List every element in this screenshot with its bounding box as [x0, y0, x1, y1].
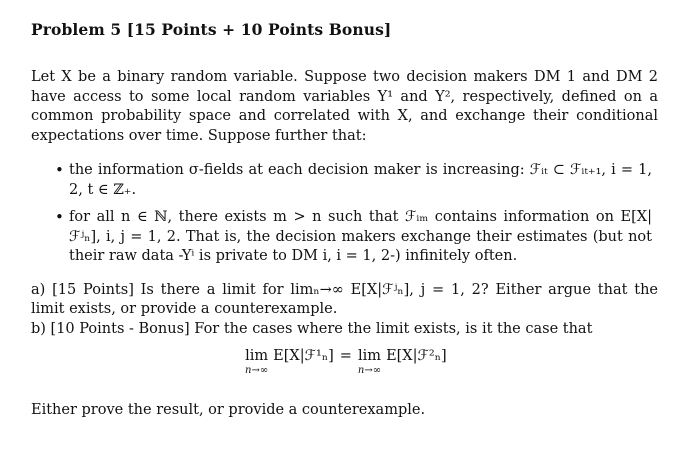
assumption-list — [31, 161, 658, 267]
problem-intro: Let X be a binary random variable. Suppose two decision makers DM 1 and DM 2 have access to some local random variables Y¹ and Y², respectively, defined on a common probability space and correlated with X, and exchange their conditional expectations over time. Suppose further that: — [31, 69, 658, 144]
equals-sign: = — [339, 348, 352, 364]
assumption-item-increasing-fields: • the information σ-fields at each decision maker is increasing: ℱᵢₜ ⊂ ℱᵢₜ₊₁, i = 1, 2, t ∈ ℤ₊. — [31, 161, 658, 200]
lim-subscript-right: n→∞ — [357, 365, 382, 376]
assumption-item-exchange-estimates: • for all n ∈ ℕ, there exists m > n such that ℱᵢₘ contains information on E[X|ℱʲₙ], i, j = 1, 2. That is, the decision makers exchange their estimates (but not their raw data -Yⁱ is private to DM i, i = 1, 2-) infinitely often. — [31, 208, 658, 267]
lim-word-right: lim — [357, 348, 381, 364]
limit-right — [358, 347, 381, 376]
lim-word-left: lim — [245, 348, 269, 364]
right-expression: E[X|ℱ²ₙ] — [386, 348, 447, 364]
left-expression: E[X|ℱ¹ₙ] — [273, 348, 334, 364]
display-equation — [31, 347, 658, 391]
part-a: a) [15 Points] Is there a limit for limₙ→∞ E[X|ℱʲₙ], j = 1, 2? Either argue that the limit exists, or provide a counterexample. — [31, 281, 658, 317]
problem-title: Problem 5 [15 Points + 10 Points Bonus] — [31, 20, 392, 39]
lim-subscript-left: n→∞ — [245, 365, 269, 376]
part-b: b) [10 Points - Bonus] For the cases where the limit exists, is it the case that — [31, 320, 593, 337]
limit-left — [245, 347, 268, 376]
closing-instruction: Either prove the result, or provide a counterexample. — [31, 402, 426, 418]
